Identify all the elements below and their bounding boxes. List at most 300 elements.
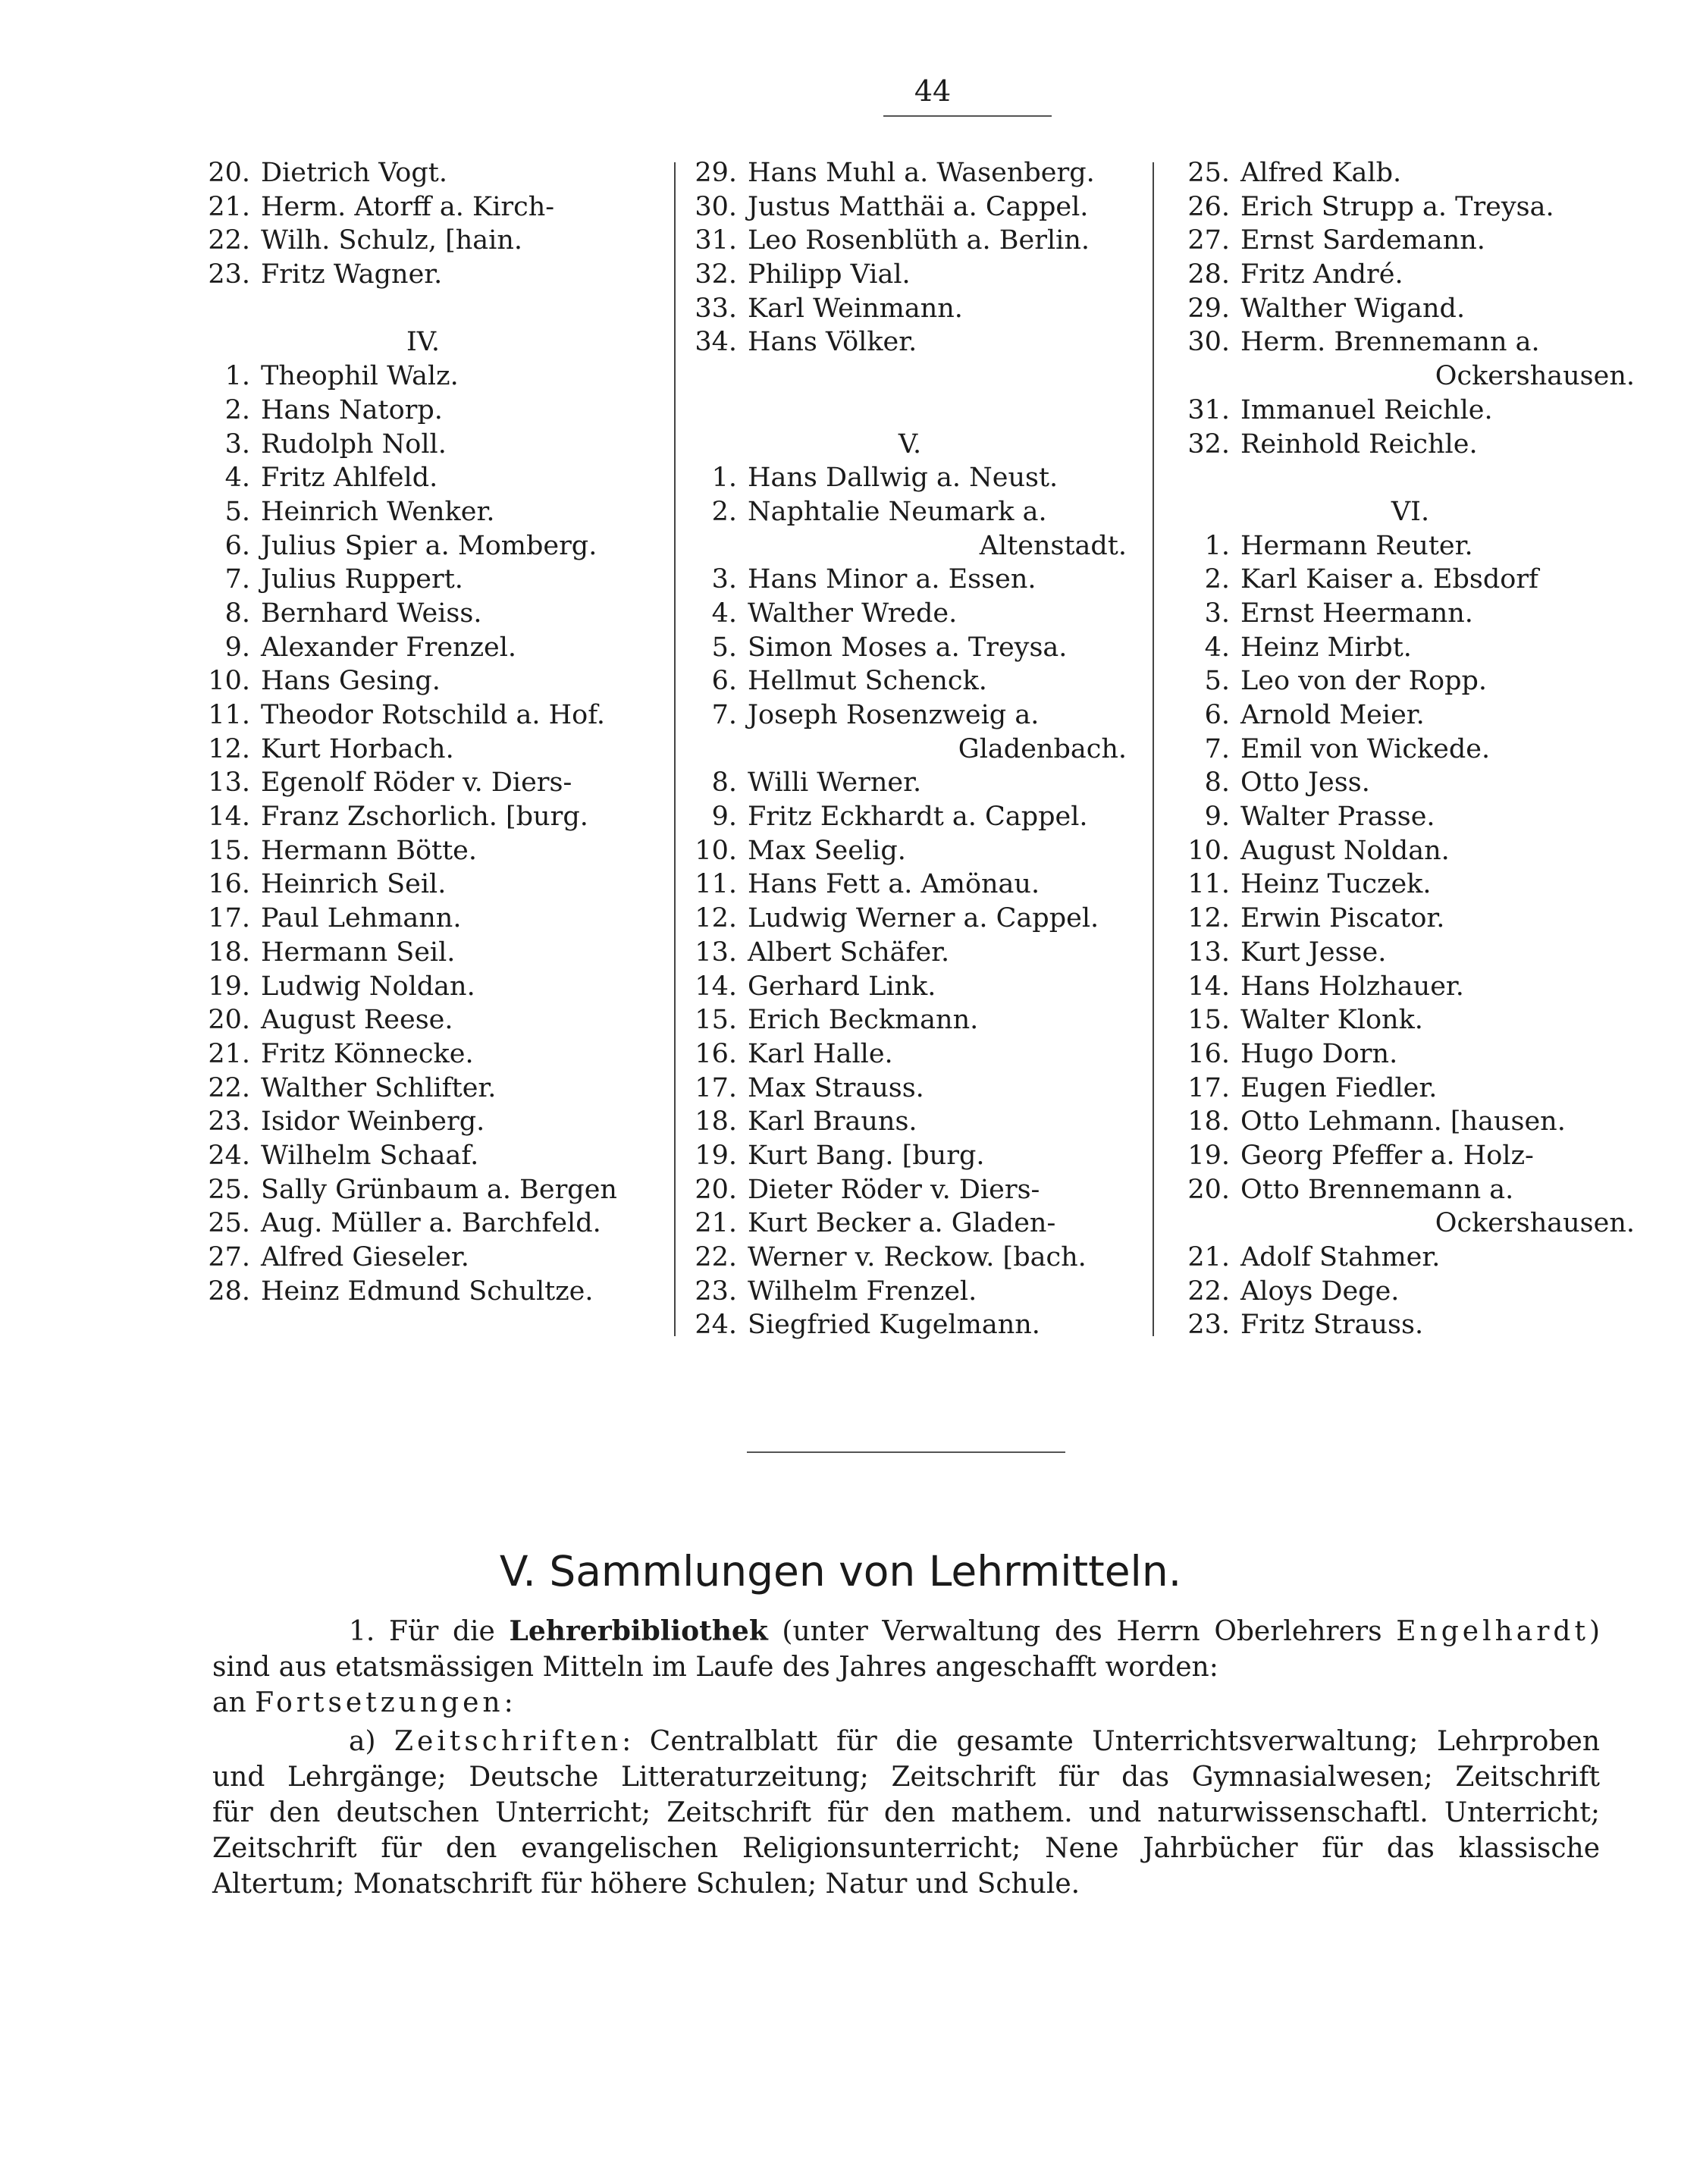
item-number: 7. xyxy=(224,564,250,595)
item-name: Walther Wigand. xyxy=(1240,293,1466,324)
list-item xyxy=(203,1139,643,1173)
item-number: 6. xyxy=(224,530,250,561)
list-item xyxy=(203,495,643,529)
item-number: 26. xyxy=(1187,191,1230,222)
list-item xyxy=(203,224,643,258)
spacer xyxy=(690,359,1130,394)
list-item xyxy=(690,1037,1130,1072)
item-number: 14. xyxy=(695,971,737,1002)
paragraph-line: Zeitschrift für den evangelischen Religionsunterricht; Nene Jahrbücher für das klassische xyxy=(212,1833,1600,1864)
list-item xyxy=(1183,224,1638,258)
item-number: 12. xyxy=(1187,903,1230,934)
list-item-continuation: Ockershausen. xyxy=(1435,361,1635,392)
list-item xyxy=(1183,936,1638,970)
list-item xyxy=(203,428,643,462)
list-item xyxy=(203,698,643,733)
item-name: Hans Holzhauer. xyxy=(1240,971,1464,1002)
item-number: 2. xyxy=(711,496,737,527)
item-number: 34. xyxy=(695,327,737,358)
item-name: Otto Brennemann a. xyxy=(1240,1174,1514,1205)
list-item xyxy=(1183,1308,1638,1342)
item-name: Wilhelm Frenzel. xyxy=(748,1276,977,1307)
list-item xyxy=(203,359,643,394)
item-name: Erwin Piscator. xyxy=(1240,903,1445,934)
item-name: Arnold Meier. xyxy=(1240,700,1425,730)
list-item xyxy=(690,563,1130,597)
item-name: Kurt Becker a. Gladen- xyxy=(748,1208,1056,1239)
list-item xyxy=(203,1003,643,1037)
item-name: Herm. Atorff a. Kirch- xyxy=(261,191,555,222)
list-item xyxy=(203,733,643,767)
item-number: 20. xyxy=(208,1005,250,1036)
item-name: Heinz Tuczek. xyxy=(1240,869,1432,900)
class-heading: IV. xyxy=(406,327,441,358)
item-number: 19. xyxy=(208,971,250,1002)
item-name: Walther Wrede. xyxy=(748,598,958,629)
item-number: 31. xyxy=(1187,394,1230,425)
item-number: 9. xyxy=(1204,802,1230,833)
item-number: 27. xyxy=(1187,225,1230,256)
list-item xyxy=(1183,1072,1638,1106)
item-name: Erich Beckmann. xyxy=(748,1005,979,1036)
item-number: 11. xyxy=(695,869,737,900)
item-number: 25. xyxy=(1187,158,1230,188)
list-item-continuation: Altenstadt. xyxy=(979,530,1127,561)
list-item xyxy=(1183,190,1638,224)
list-item xyxy=(690,1308,1130,1342)
list-item xyxy=(1183,1275,1638,1309)
list-item xyxy=(203,970,643,1004)
item-name: Theophil Walz. xyxy=(261,361,459,392)
item-number: 17. xyxy=(208,903,250,934)
item-name: Adolf Stahmer. xyxy=(1240,1242,1441,1272)
list-item xyxy=(203,834,643,868)
item-number: 21. xyxy=(208,191,250,222)
list-item xyxy=(1183,1105,1638,1139)
item-name: Dietrich Vogt. xyxy=(261,158,447,188)
list-item-continuation: Gladenbach. xyxy=(958,733,1127,764)
item-name: Fritz Wagner. xyxy=(261,259,443,290)
item-name: Werner v. Reckow. [bach. xyxy=(748,1242,1087,1272)
list-item xyxy=(690,190,1130,224)
item-name: Kurt Bang. [burg. xyxy=(748,1140,985,1171)
list-item xyxy=(1183,1037,1638,1072)
item-name: Ernst Heermann. xyxy=(1240,598,1473,629)
item-number: 8. xyxy=(1204,767,1230,799)
item-number: 21. xyxy=(208,1038,250,1069)
item-number: 13. xyxy=(695,937,737,968)
item-name: Justus Matthäi a. Cappel. xyxy=(748,191,1089,222)
list-item xyxy=(690,834,1130,868)
section-body xyxy=(212,1614,1600,1902)
item-number: 25. xyxy=(208,1208,250,1239)
item-name: Egenolf Röder v. Diers- xyxy=(261,767,572,799)
item-name: Hans Gesing. xyxy=(261,666,441,697)
list-item xyxy=(203,156,643,190)
list-item xyxy=(1183,1003,1638,1037)
item-number: 23. xyxy=(208,1106,250,1138)
item-name: Hans Muhl a. Wasenberg. xyxy=(748,158,1095,188)
spacer xyxy=(690,394,1130,428)
item-number: 28. xyxy=(1187,259,1230,290)
item-name: Ernst Sardemann. xyxy=(1240,225,1485,256)
item-name: Heinrich Seil. xyxy=(261,869,447,900)
item-name: Hermann Seil. xyxy=(261,937,456,968)
paragraph-line: und Lehrgänge; Deutsche Litteraturzeitung; Zeitschrift für das Gymnasialwesen; Zeitschrift xyxy=(212,1762,1600,1793)
item-number: 6. xyxy=(1204,700,1230,730)
item-name: Heinz Mirbt. xyxy=(1240,632,1412,663)
item-name: Sally Grünbaum a. Bergen xyxy=(261,1174,617,1205)
list-item xyxy=(690,156,1130,190)
item-number: 3. xyxy=(711,564,737,595)
list-item xyxy=(1183,631,1638,665)
item-name: Simon Moses a. Treysa. xyxy=(748,632,1068,663)
item-number: 18. xyxy=(1187,1106,1230,1138)
item-name: Theodor Rotschild a. Hof. xyxy=(261,700,606,730)
item-number: 14. xyxy=(1187,971,1230,1002)
item-number: 19. xyxy=(695,1140,737,1171)
item-number: 23. xyxy=(208,259,250,290)
item-name: Rudolph Noll. xyxy=(261,428,447,460)
list-item xyxy=(203,1275,643,1309)
item-name: Georg Pfeffer a. Holz- xyxy=(1240,1140,1534,1171)
item-number: 22. xyxy=(208,225,250,256)
list-item xyxy=(690,1241,1130,1275)
list-item xyxy=(1183,563,1638,597)
item-number: 5. xyxy=(711,632,737,663)
item-number: 32. xyxy=(1187,428,1230,460)
item-name: Heinz Edmund Schultze. xyxy=(261,1276,594,1307)
item-number: 1. xyxy=(1204,530,1230,561)
item-number: 20. xyxy=(695,1174,737,1205)
item-number: 2. xyxy=(224,394,250,425)
list-item xyxy=(203,190,643,224)
page-number: 44 xyxy=(914,74,952,108)
item-number: 29. xyxy=(695,158,737,188)
list-item xyxy=(690,495,1130,529)
list-item xyxy=(203,766,643,800)
item-number: 10. xyxy=(695,835,737,866)
item-number: 16. xyxy=(695,1038,737,1069)
item-number: 22. xyxy=(695,1242,737,1272)
list-item xyxy=(1183,733,1638,767)
item-number: 23. xyxy=(1187,1310,1230,1341)
item-name: Walter Klonk. xyxy=(1240,1005,1423,1036)
item-number: 9. xyxy=(224,632,250,663)
list-item xyxy=(690,868,1130,902)
item-name: Wilhelm Schaaf. xyxy=(261,1140,479,1171)
item-name: Karl Kaiser a. Ebsdorf xyxy=(1240,564,1538,595)
list-item xyxy=(1183,698,1638,733)
item-number: 10. xyxy=(208,666,250,697)
list-item xyxy=(203,563,643,597)
item-number: 31. xyxy=(695,225,737,256)
item-number: 12. xyxy=(695,903,737,934)
item-number: 14. xyxy=(208,802,250,833)
item-name: Immanuel Reichle. xyxy=(1240,394,1493,425)
list-item xyxy=(203,1241,643,1275)
page-number-rule xyxy=(883,115,1052,117)
list-item xyxy=(690,970,1130,1004)
item-name: August Reese. xyxy=(261,1005,453,1036)
item-number: 4. xyxy=(224,463,250,494)
list-item xyxy=(1183,292,1638,326)
list-item xyxy=(690,1105,1130,1139)
item-name: Julius Spier a. Momberg. xyxy=(261,530,597,561)
list-item xyxy=(690,325,1130,359)
item-number: 8. xyxy=(224,598,250,629)
item-number: 10. xyxy=(1187,835,1230,866)
item-number: 33. xyxy=(695,293,737,324)
list-item xyxy=(690,698,1130,733)
list-item xyxy=(1183,156,1638,190)
class-heading: V. xyxy=(898,428,922,460)
list-item xyxy=(203,394,643,428)
list-item xyxy=(690,902,1130,936)
item-name: Alfred Gieseler. xyxy=(261,1242,469,1272)
item-name: Hermann Bötte. xyxy=(261,835,477,866)
item-name: Alfred Kalb. xyxy=(1240,158,1402,188)
list-item xyxy=(203,1105,643,1139)
paragraph-line: für den deutschen Unterricht; Zeitschrift für den mathem. und naturwissenschaftl. Unterricht; xyxy=(212,1797,1600,1828)
class-list-column-1 xyxy=(203,156,643,1308)
item-number: 15. xyxy=(1187,1005,1230,1036)
item-name: Emil von Wickede. xyxy=(1240,733,1491,764)
list-item xyxy=(203,1207,643,1241)
list-item xyxy=(690,631,1130,665)
list-item xyxy=(690,1003,1130,1037)
item-number: 30. xyxy=(1187,327,1230,358)
item-name: Walter Prasse. xyxy=(1240,802,1435,833)
list-item xyxy=(690,1275,1130,1309)
item-name: Julius Ruppert. xyxy=(261,564,463,595)
item-name: Otto Jess. xyxy=(1240,767,1370,799)
item-number: 28. xyxy=(208,1276,250,1307)
item-number: 20. xyxy=(1187,1174,1230,1205)
item-number: 5. xyxy=(1204,666,1230,697)
item-name: Fritz André. xyxy=(1240,259,1403,290)
item-number: 3. xyxy=(1204,598,1230,629)
paragraph-line: a) Zeitschriften: Centralblatt für die gesamte Unterrichtsverwaltung; Lehrproben xyxy=(349,1726,1601,1757)
item-name: Karl Halle. xyxy=(748,1038,893,1069)
item-name: Otto Lehmann. [hausen. xyxy=(1240,1106,1566,1138)
item-number: 4. xyxy=(1204,632,1230,663)
list-item xyxy=(1183,1139,1638,1173)
item-name: Alexander Frenzel. xyxy=(261,632,517,663)
list-item xyxy=(690,292,1130,326)
list-item xyxy=(1183,428,1638,462)
list-item xyxy=(203,664,643,698)
paragraph-line: 1. Für die Lehrerbibliothek (unter Verwaltung des Herrn Oberlehrers Engelhardt) xyxy=(349,1615,1600,1647)
item-name: Hellmut Schenck. xyxy=(748,666,987,697)
list-item xyxy=(203,1037,643,1072)
list-item xyxy=(1183,325,1638,359)
item-name: Dieter Röder v. Diers- xyxy=(748,1174,1040,1205)
item-name: Joseph Rosenzweig a. xyxy=(748,700,1040,730)
teacher-name: Engelhardt xyxy=(1396,1616,1589,1647)
list-item xyxy=(690,461,1130,495)
item-number: 4. xyxy=(711,598,737,629)
item-name: Paul Lehmann. xyxy=(261,903,462,934)
item-number: 22. xyxy=(1187,1276,1230,1307)
list-item xyxy=(203,902,643,936)
item-number: 21. xyxy=(1187,1242,1230,1272)
lehrerbibliothek-label: Lehrerbibliothek xyxy=(509,1615,768,1647)
list-item xyxy=(1183,597,1638,631)
item-number: 27. xyxy=(208,1242,250,1272)
item-name: Franz Zschorlich. [burg. xyxy=(261,802,588,833)
list-item xyxy=(203,597,643,631)
item-name: Hans Natorp. xyxy=(261,394,443,425)
list-item xyxy=(1183,970,1638,1004)
item-number: 19. xyxy=(1187,1140,1230,1171)
item-number: 20. xyxy=(208,158,250,188)
item-name: Philipp Vial. xyxy=(748,259,911,290)
list-item xyxy=(690,597,1130,631)
list-item xyxy=(203,258,643,292)
class-list-column-3 xyxy=(1183,156,1638,1342)
item-number: 11. xyxy=(208,700,250,730)
item-name: Ludwig Werner a. Cappel. xyxy=(748,903,1099,934)
item-number: 3. xyxy=(224,428,250,460)
item-name: Max Seelig. xyxy=(748,835,906,866)
item-name: Karl Brauns. xyxy=(748,1106,917,1138)
item-name: Gerhard Link. xyxy=(748,971,936,1002)
item-number: 8. xyxy=(711,767,737,799)
item-name: Reinhold Reichle. xyxy=(1240,428,1478,460)
list-item xyxy=(203,631,643,665)
list-item xyxy=(690,224,1130,258)
item-number: 12. xyxy=(208,733,250,764)
list-item xyxy=(1183,902,1638,936)
list-item xyxy=(1183,1241,1638,1275)
item-number: 21. xyxy=(695,1208,737,1239)
item-name: Bernhard Weiss. xyxy=(261,598,482,629)
item-name: Aloys Dege. xyxy=(1240,1276,1400,1307)
list-item xyxy=(1183,1173,1638,1207)
item-number: 32. xyxy=(695,259,737,290)
item-number: 1. xyxy=(711,463,737,494)
item-number: 16. xyxy=(1187,1038,1230,1069)
item-number: 17. xyxy=(695,1072,737,1103)
list-item xyxy=(203,936,643,970)
section-separator-rule xyxy=(747,1451,1065,1453)
item-number: 1. xyxy=(224,361,250,392)
item-name: Leo von der Ropp. xyxy=(1240,666,1487,697)
item-number: 7. xyxy=(1204,733,1230,764)
item-name: Aug. Müller a. Barchfeld. xyxy=(261,1208,601,1239)
item-number: 13. xyxy=(1187,937,1230,968)
item-name: Isidor Weinberg. xyxy=(261,1106,485,1138)
item-name: Wilh. Schulz, [hain. xyxy=(261,225,523,256)
item-number: 6. xyxy=(711,666,737,697)
item-name: Ludwig Noldan. xyxy=(261,971,475,1002)
list-item xyxy=(690,1139,1130,1173)
list-item xyxy=(690,800,1130,834)
item-number: 29. xyxy=(1187,293,1230,324)
list-item xyxy=(690,664,1130,698)
item-name: Karl Weinmann. xyxy=(748,293,963,324)
list-item xyxy=(203,1173,643,1207)
item-name: Hans Minor a. Essen. xyxy=(748,564,1037,595)
item-number: 18. xyxy=(208,937,250,968)
item-name: Max Strauss. xyxy=(748,1072,924,1103)
item-number: 24. xyxy=(208,1140,250,1171)
item-name: Fritz Ahlfeld. xyxy=(261,463,438,494)
class-heading: VI. xyxy=(1391,496,1430,527)
list-item xyxy=(690,258,1130,292)
list-item xyxy=(203,529,643,563)
item-number: 2. xyxy=(1204,564,1230,595)
item-name: Leo Rosenblüth a. Berlin. xyxy=(748,225,1090,256)
item-number: 30. xyxy=(695,191,737,222)
item-name: Fritz Eckhardt a. Cappel. xyxy=(748,802,1088,833)
item-name: Hans Fett a. Amönau. xyxy=(748,869,1040,900)
list-item xyxy=(203,800,643,834)
list-item xyxy=(690,936,1130,970)
item-name: Hugo Dorn. xyxy=(1240,1038,1398,1069)
item-number: 15. xyxy=(695,1005,737,1036)
item-name: Herm. Brennemann a. xyxy=(1240,327,1540,358)
item-number: 7. xyxy=(711,700,737,730)
item-name: Siegfried Kugelmann. xyxy=(748,1310,1040,1341)
item-number: 9. xyxy=(711,802,737,833)
item-name: Albert Schäfer. xyxy=(748,937,950,968)
item-number: 22. xyxy=(208,1072,250,1103)
item-number: 13. xyxy=(208,767,250,799)
class-list-column-2 xyxy=(690,156,1130,1342)
list-item xyxy=(690,1207,1130,1241)
item-number: 17. xyxy=(1187,1072,1230,1103)
list-item xyxy=(690,766,1130,800)
list-item xyxy=(1183,258,1638,292)
list-item xyxy=(1183,529,1638,563)
list-item xyxy=(203,868,643,902)
list-item xyxy=(1183,766,1638,800)
section-heading: V. Sammlungen von Lehrmitteln. xyxy=(499,1547,1182,1596)
list-item xyxy=(690,1173,1130,1207)
item-name: Heinrich Wenker. xyxy=(261,496,495,527)
list-item xyxy=(1183,664,1638,698)
item-name: Kurt Horbach. xyxy=(261,733,454,764)
list-item xyxy=(203,461,643,495)
item-name: Erich Strupp a. Treysa. xyxy=(1240,191,1554,222)
list-item xyxy=(1183,834,1638,868)
item-number: 24. xyxy=(695,1310,737,1341)
item-name: Kurt Jesse. xyxy=(1240,937,1387,968)
list-item xyxy=(1183,394,1638,428)
list-item-continuation: Ockershausen. xyxy=(1435,1208,1635,1239)
item-name: Naphtalie Neumark a. xyxy=(748,496,1047,527)
paragraph-line: sind aus etatsmässigen Mitteln im Laufe des Jahres angeschafft worden: xyxy=(212,1652,1218,1683)
paragraph-line: Altertum; Monatschrift für höhere Schulen; Natur und Schule. xyxy=(212,1869,1080,1900)
paragraph-line: an Fortsetzungen: xyxy=(212,1687,513,1718)
item-name: Willi Werner. xyxy=(748,767,922,799)
list-item xyxy=(690,1072,1130,1106)
spacer xyxy=(203,292,643,326)
spacer xyxy=(1183,461,1638,495)
item-name: Hermann Reuter. xyxy=(1240,530,1473,561)
item-name: August Noldan. xyxy=(1240,835,1450,866)
item-name: Hans Völker. xyxy=(748,327,917,358)
item-number: 15. xyxy=(208,835,250,866)
item-number: 23. xyxy=(695,1276,737,1307)
list-item xyxy=(203,1072,643,1106)
item-number: 11. xyxy=(1187,869,1230,900)
list-item xyxy=(1183,868,1638,902)
item-number: 16. xyxy=(208,869,250,900)
item-number: 25. xyxy=(208,1174,250,1205)
